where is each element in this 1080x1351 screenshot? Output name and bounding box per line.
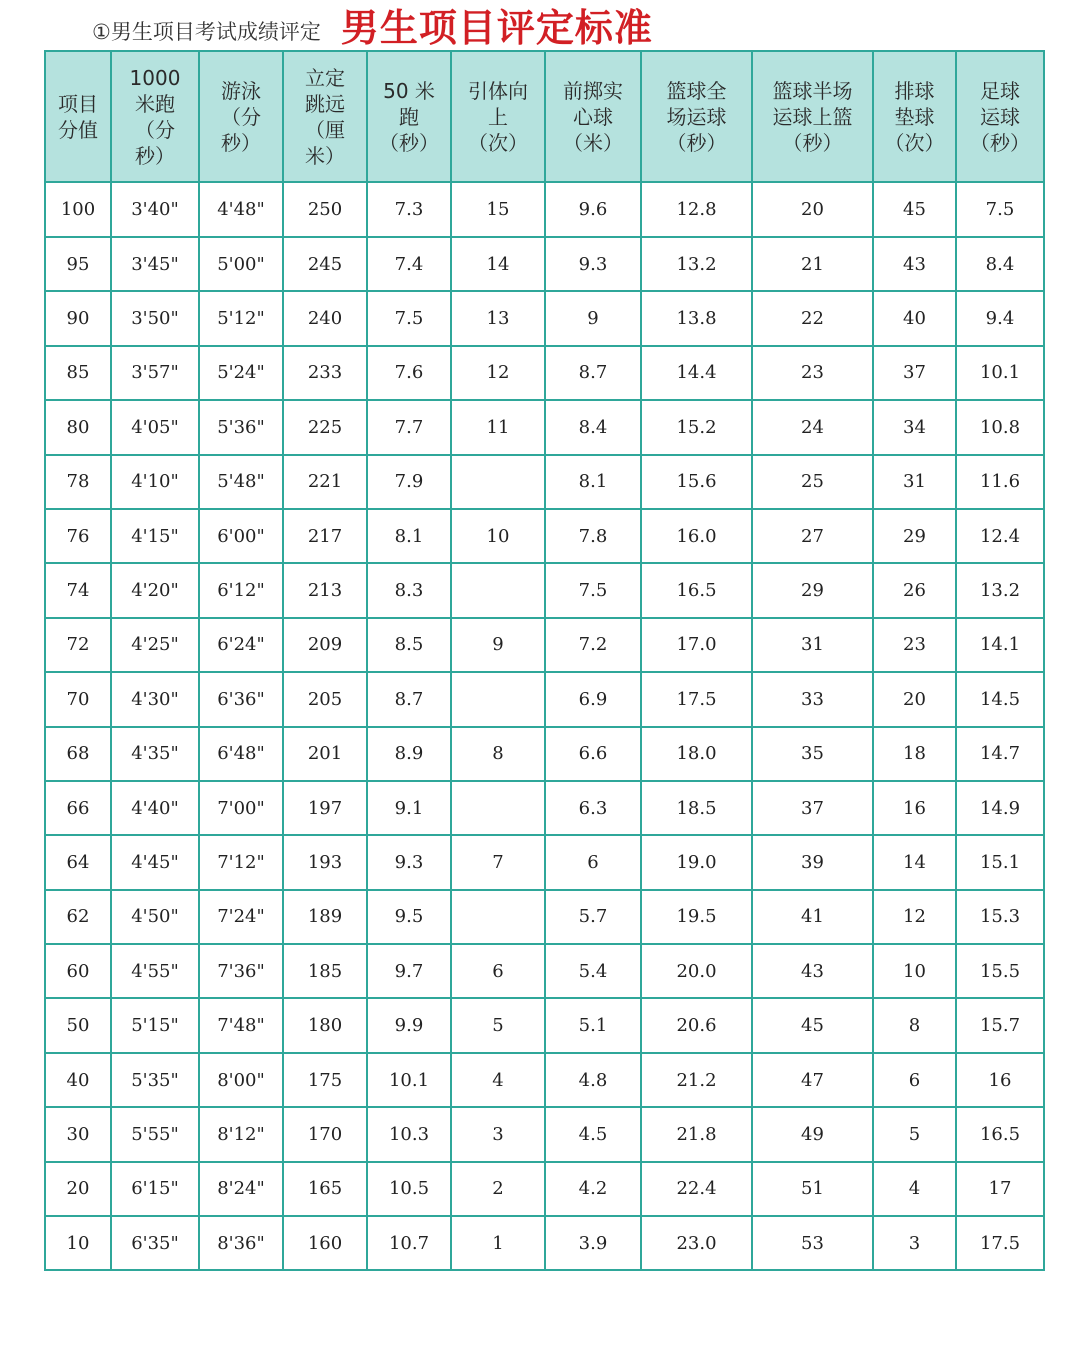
table-cell: 100 — [45, 182, 111, 237]
table-cell: 14.7 — [956, 727, 1044, 781]
table-cell: 5.7 — [545, 890, 641, 944]
table-cell: 15.5 — [956, 944, 1044, 998]
column-header: 游泳 （分 秒） — [199, 51, 283, 182]
table-cell: 193 — [283, 835, 367, 889]
table-cell: 7.5 — [545, 563, 641, 617]
table-row — [45, 563, 1044, 617]
table-cell: 24 — [752, 400, 873, 454]
table-row — [45, 182, 1044, 237]
table-cell: 9.5 — [367, 890, 451, 944]
table-cell: 175 — [283, 1053, 367, 1107]
table-cell: 26 — [873, 563, 956, 617]
table-cell: 17 — [956, 1162, 1044, 1216]
table-cell: 16.0 — [641, 509, 752, 563]
table-cell: 85 — [45, 346, 111, 400]
table-cell: 4'20" — [111, 563, 199, 617]
table-cell: 213 — [283, 563, 367, 617]
table-row — [45, 944, 1044, 998]
table-cell: 8 — [873, 998, 956, 1052]
table-cell — [451, 890, 545, 944]
table-cell: 66 — [45, 781, 111, 835]
table-cell: 10 — [451, 509, 545, 563]
table-cell: 3 — [451, 1107, 545, 1161]
table-cell: 8.7 — [367, 672, 451, 726]
table-cell: 4'25" — [111, 618, 199, 672]
column-header: 引体向 上 （次） — [451, 51, 545, 182]
table-cell: 5'36" — [199, 400, 283, 454]
table-cell — [451, 563, 545, 617]
table-cell: 4'15" — [111, 509, 199, 563]
table-cell: 7.6 — [367, 346, 451, 400]
table-cell: 8.4 — [956, 237, 1044, 291]
table-cell: 70 — [45, 672, 111, 726]
table-cell: 8'12" — [199, 1107, 283, 1161]
table-cell: 7.4 — [367, 237, 451, 291]
table-cell: 9.6 — [545, 182, 641, 237]
table-cell: 7'00" — [199, 781, 283, 835]
column-header: 50 米 跑 （秒） — [367, 51, 451, 182]
table-cell: 16 — [873, 781, 956, 835]
table-cell: 34 — [873, 400, 956, 454]
table-cell: 50 — [45, 998, 111, 1052]
table-cell: 43 — [752, 944, 873, 998]
table-cell: 4'40" — [111, 781, 199, 835]
table-cell: 68 — [45, 727, 111, 781]
header-row — [45, 51, 1044, 182]
table-cell: 21 — [752, 237, 873, 291]
table-cell: 45 — [752, 998, 873, 1052]
table-cell: 3.9 — [545, 1216, 641, 1270]
table-cell: 15.6 — [641, 455, 752, 509]
table-cell: 11 — [451, 400, 545, 454]
column-header: 1000 米跑 （分 秒） — [111, 51, 199, 182]
table-cell: 15.2 — [641, 400, 752, 454]
table-cell: 5'24" — [199, 346, 283, 400]
table-cell: 240 — [283, 291, 367, 345]
table-cell: 4'45" — [111, 835, 199, 889]
table-cell: 5'15" — [111, 998, 199, 1052]
table-cell: 40 — [45, 1053, 111, 1107]
table-cell: 9.9 — [367, 998, 451, 1052]
table-cell: 14.9 — [956, 781, 1044, 835]
table-cell: 8.7 — [545, 346, 641, 400]
table-cell: 233 — [283, 346, 367, 400]
table-cell: 7.8 — [545, 509, 641, 563]
table-cell: 90 — [45, 291, 111, 345]
title-row — [92, 6, 653, 50]
table-cell: 12 — [873, 890, 956, 944]
score-table — [44, 50, 1045, 1271]
table-cell: 5 — [451, 998, 545, 1052]
table-cell: 6 — [545, 835, 641, 889]
table-body — [45, 182, 1044, 1270]
table-cell: 12.8 — [641, 182, 752, 237]
table-cell: 3'57" — [111, 346, 199, 400]
table-cell: 3 — [873, 1216, 956, 1270]
table-cell: 8.4 — [545, 400, 641, 454]
table-cell: 10 — [873, 944, 956, 998]
table-cell: 7'48" — [199, 998, 283, 1052]
table-cell: 4'55" — [111, 944, 199, 998]
table-cell: 13 — [451, 291, 545, 345]
table-cell: 47 — [752, 1053, 873, 1107]
table-row — [45, 890, 1044, 944]
table-row — [45, 400, 1044, 454]
table-row — [45, 672, 1044, 726]
table-cell: 33 — [752, 672, 873, 726]
table-cell: 9.7 — [367, 944, 451, 998]
table-cell: 7'24" — [199, 890, 283, 944]
table-cell: 8.3 — [367, 563, 451, 617]
table-cell: 8.1 — [367, 509, 451, 563]
table-cell — [451, 781, 545, 835]
table-cell: 221 — [283, 455, 367, 509]
table-row — [45, 998, 1044, 1052]
table-cell: 14.1 — [956, 618, 1044, 672]
table-cell: 4'10" — [111, 455, 199, 509]
table-cell: 17.5 — [956, 1216, 1044, 1270]
table-cell: 74 — [45, 563, 111, 617]
table-cell: 20.6 — [641, 998, 752, 1052]
table-cell: 18 — [873, 727, 956, 781]
table-cell: 7 — [451, 835, 545, 889]
table-cell: 5.4 — [545, 944, 641, 998]
table-cell: 13.8 — [641, 291, 752, 345]
table-cell: 8.5 — [367, 618, 451, 672]
table-cell: 9.4 — [956, 291, 1044, 345]
table-cell: 5.1 — [545, 998, 641, 1052]
table-cell — [451, 455, 545, 509]
table-cell: 30 — [45, 1107, 111, 1161]
table-row — [45, 1053, 1044, 1107]
table-row — [45, 509, 1044, 563]
table-cell: 23.0 — [641, 1216, 752, 1270]
table-cell: 9.3 — [545, 237, 641, 291]
table-cell: 6'12" — [199, 563, 283, 617]
table-cell: 3'40" — [111, 182, 199, 237]
table-cell: 51 — [752, 1162, 873, 1216]
table-cell: 6'48" — [199, 727, 283, 781]
table-cell: 13.2 — [641, 237, 752, 291]
table-cell: 6'36" — [199, 672, 283, 726]
table-cell: 8'00" — [199, 1053, 283, 1107]
table-cell: 197 — [283, 781, 367, 835]
table-row — [45, 346, 1044, 400]
table-cell: 201 — [283, 727, 367, 781]
table-cell: 7.2 — [545, 618, 641, 672]
table-cell: 180 — [283, 998, 367, 1052]
table-cell: 6'00" — [199, 509, 283, 563]
table-cell: 37 — [873, 346, 956, 400]
table-cell: 45 — [873, 182, 956, 237]
table-cell: 49 — [752, 1107, 873, 1161]
table-cell: 14 — [873, 835, 956, 889]
table-cell: 35 — [752, 727, 873, 781]
table-cell: 15.7 — [956, 998, 1044, 1052]
table-cell: 80 — [45, 400, 111, 454]
table-cell: 31 — [752, 618, 873, 672]
table-cell: 20.0 — [641, 944, 752, 998]
table-cell: 4'35" — [111, 727, 199, 781]
table-cell: 29 — [873, 509, 956, 563]
table-cell: 17.5 — [641, 672, 752, 726]
table-cell: 5 — [873, 1107, 956, 1161]
table-cell: 189 — [283, 890, 367, 944]
table-cell: 1 — [451, 1216, 545, 1270]
table-cell: 7'12" — [199, 835, 283, 889]
table-cell: 6.9 — [545, 672, 641, 726]
table-cell: 2 — [451, 1162, 545, 1216]
table-cell: 8.9 — [367, 727, 451, 781]
table-cell: 19.5 — [641, 890, 752, 944]
column-header: 篮球全 场运球 （秒） — [641, 51, 752, 182]
table-cell: 78 — [45, 455, 111, 509]
column-header: 项目 分值 — [45, 51, 111, 182]
table-cell: 15 — [451, 182, 545, 237]
table-cell: 10.1 — [367, 1053, 451, 1107]
table-cell: 8.1 — [545, 455, 641, 509]
table-row — [45, 291, 1044, 345]
table-cell: 14.5 — [956, 672, 1044, 726]
table-row — [45, 1162, 1044, 1216]
table-row — [45, 455, 1044, 509]
table-cell: 14.4 — [641, 346, 752, 400]
table-cell: 7.5 — [367, 291, 451, 345]
table-cell: 217 — [283, 509, 367, 563]
table-cell: 16.5 — [956, 1107, 1044, 1161]
table-cell: 72 — [45, 618, 111, 672]
table-cell: 7.9 — [367, 455, 451, 509]
table-cell: 160 — [283, 1216, 367, 1270]
table-cell: 39 — [752, 835, 873, 889]
table-cell: 6.3 — [545, 781, 641, 835]
table-cell: 95 — [45, 237, 111, 291]
table-cell: 31 — [873, 455, 956, 509]
table-cell: 15.1 — [956, 835, 1044, 889]
table-cell: 205 — [283, 672, 367, 726]
table-cell: 10 — [45, 1216, 111, 1270]
table-cell: 15.3 — [956, 890, 1044, 944]
table-cell: 6 — [873, 1053, 956, 1107]
table-cell: 7'36" — [199, 944, 283, 998]
table-row — [45, 835, 1044, 889]
table-cell: 20 — [752, 182, 873, 237]
table-cell: 16 — [956, 1053, 1044, 1107]
table-cell: 12.4 — [956, 509, 1044, 563]
table-cell: 209 — [283, 618, 367, 672]
table-cell: 20 — [873, 672, 956, 726]
table-cell: 4.8 — [545, 1053, 641, 1107]
table-cell: 76 — [45, 509, 111, 563]
table-cell: 18.0 — [641, 727, 752, 781]
table-cell: 3'45" — [111, 237, 199, 291]
table-cell: 13.2 — [956, 563, 1044, 617]
table-cell: 7.5 — [956, 182, 1044, 237]
table-cell: 7.3 — [367, 182, 451, 237]
table-cell: 16.5 — [641, 563, 752, 617]
table-cell: 9 — [451, 618, 545, 672]
table-cell: 3'50" — [111, 291, 199, 345]
table-cell: 170 — [283, 1107, 367, 1161]
table-row — [45, 237, 1044, 291]
table-cell: 10.8 — [956, 400, 1044, 454]
table-cell: 21.2 — [641, 1053, 752, 1107]
table-row — [45, 1107, 1044, 1161]
page-title: 男生项目评定标准 — [340, 6, 653, 50]
table-cell: 10.3 — [367, 1107, 451, 1161]
table-cell: 245 — [283, 237, 367, 291]
table-cell: 10.1 — [956, 346, 1044, 400]
column-header: 篮球半场 运球上篮 （秒） — [752, 51, 873, 182]
table-cell: 27 — [752, 509, 873, 563]
column-header: 足球 运球 （秒） — [956, 51, 1044, 182]
subtitle: ①男生项目考试成绩评定 — [92, 20, 321, 44]
table-cell: 12 — [451, 346, 545, 400]
column-header: 立定 跳远 （厘 米） — [283, 51, 367, 182]
table-cell: 9 — [545, 291, 641, 345]
table-cell: 18.5 — [641, 781, 752, 835]
table-cell: 64 — [45, 835, 111, 889]
table-cell: 9.3 — [367, 835, 451, 889]
table-cell: 8 — [451, 727, 545, 781]
table-cell: 4.2 — [545, 1162, 641, 1216]
table-cell: 5'48" — [199, 455, 283, 509]
table-cell: 62 — [45, 890, 111, 944]
column-header: 排球 垫球 （次） — [873, 51, 956, 182]
table-cell: 4 — [873, 1162, 956, 1216]
table-cell: 53 — [752, 1216, 873, 1270]
table-cell: 10.7 — [367, 1216, 451, 1270]
table-cell: 165 — [283, 1162, 367, 1216]
table-row — [45, 781, 1044, 835]
table-cell: 4'50" — [111, 890, 199, 944]
table-cell: 10.5 — [367, 1162, 451, 1216]
table-cell: 4'48" — [199, 182, 283, 237]
table-cell: 22 — [752, 291, 873, 345]
table-cell: 17.0 — [641, 618, 752, 672]
table-cell: 4'30" — [111, 672, 199, 726]
table-row — [45, 727, 1044, 781]
table-cell: 25 — [752, 455, 873, 509]
table-row — [45, 618, 1044, 672]
table-cell: 6 — [451, 944, 545, 998]
table-cell: 23 — [752, 346, 873, 400]
table-cell: 23 — [873, 618, 956, 672]
table-cell: 5'55" — [111, 1107, 199, 1161]
table-cell: 6'24" — [199, 618, 283, 672]
table-cell: 60 — [45, 944, 111, 998]
table-cell: 7.7 — [367, 400, 451, 454]
table-cell — [451, 672, 545, 726]
column-header: 前掷实 心球 （米） — [545, 51, 641, 182]
table-cell: 9.1 — [367, 781, 451, 835]
table-cell: 43 — [873, 237, 956, 291]
table-cell: 22.4 — [641, 1162, 752, 1216]
table-cell: 8'36" — [199, 1216, 283, 1270]
table-cell: 4 — [451, 1053, 545, 1107]
table-cell: 6'35" — [111, 1216, 199, 1270]
table-cell: 6.6 — [545, 727, 641, 781]
table-cell: 41 — [752, 890, 873, 944]
table-cell: 40 — [873, 291, 956, 345]
table-row — [45, 1216, 1044, 1270]
table-cell: 5'12" — [199, 291, 283, 345]
table-cell: 4'05" — [111, 400, 199, 454]
table-cell: 5'35" — [111, 1053, 199, 1107]
table-cell: 8'24" — [199, 1162, 283, 1216]
table-cell: 250 — [283, 182, 367, 237]
table-cell: 29 — [752, 563, 873, 617]
table-cell: 185 — [283, 944, 367, 998]
table-cell: 6'15" — [111, 1162, 199, 1216]
table-cell: 37 — [752, 781, 873, 835]
table-cell: 225 — [283, 400, 367, 454]
table-cell: 14 — [451, 237, 545, 291]
table-cell: 19.0 — [641, 835, 752, 889]
table-cell: 11.6 — [956, 455, 1044, 509]
table-cell: 5'00" — [199, 237, 283, 291]
table-cell: 4.5 — [545, 1107, 641, 1161]
table-cell: 21.8 — [641, 1107, 752, 1161]
table-cell: 20 — [45, 1162, 111, 1216]
